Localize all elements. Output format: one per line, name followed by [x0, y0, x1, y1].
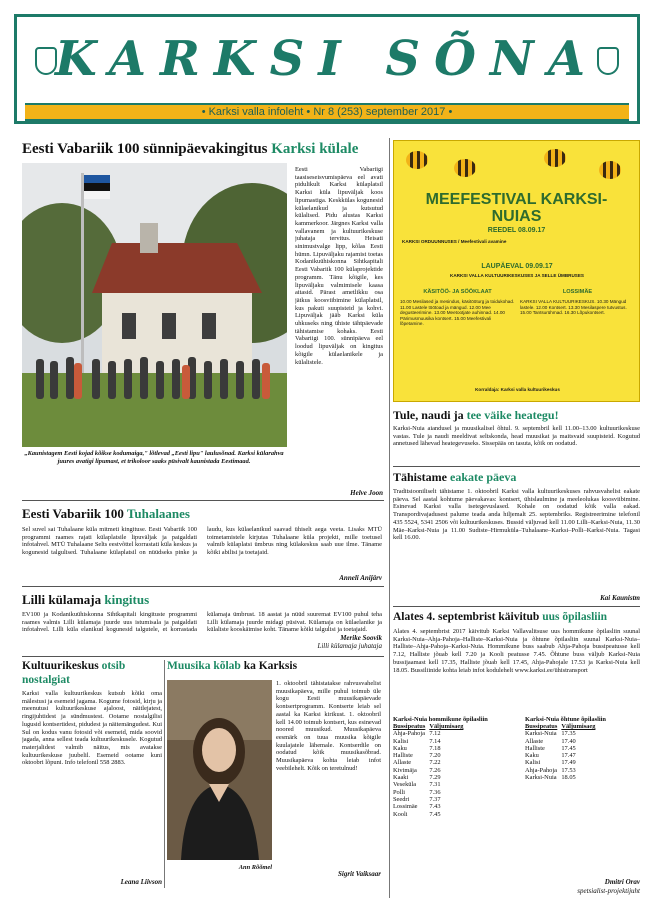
a5-body: 1. oktoobril tähistatakse rahvusvahelist muusikapäeva, mille puhul toimub üle kogu Eesti muusikapäevade kontsertprogramm. Kontserte leiab sel aastal ka Karksi kirikust. 1. oktoobril kell 14.00 toimub kontsert, kus esinevad noored muusikud. Muusikapäeva eesmärk on tuua muusika kõigile kuulajatele lähemale. Kontserdile on oodatud kõik muusikasõbrad. Muusikapäeva kohta leiab infot veebilehelt. Kõik on teretulnud!: [276, 680, 381, 772]
a6-headline-text: Tule, naudi ja: [393, 408, 464, 422]
a5-signature: Sigrit Vaiksaar: [338, 870, 381, 878]
stop-name: Karksi-Nuia: [525, 774, 557, 782]
departure-time: 17.45: [561, 744, 576, 752]
photo-flag-ceremony: [22, 163, 287, 447]
morning-table: [393, 723, 467, 818]
bee-icon: [454, 159, 476, 177]
table-row: [393, 752, 467, 759]
poster-right-body: KARKSI VALLA KULTUURIKESKUS. 10.30 Mängud lastele. 12.00 Kontsert. 13.30 Mesilaspere tutvustus. 15.00 Tantsurühmad. 16.30 Lõpukontsert.: [520, 299, 627, 316]
section-rule: [393, 466, 640, 467]
a4-headline-text: Kultuurikeskus: [22, 660, 99, 672]
table-row: [393, 789, 467, 796]
departure-time: 7.26: [429, 766, 441, 774]
a8-headline: [393, 610, 640, 624]
issue-band: • Karksi valla infoleht • Nr 8 (253) september 2017 •: [25, 103, 629, 121]
departure-time: 7.18: [429, 744, 441, 752]
stop-name: Ahja-Pahoja: [393, 730, 425, 738]
column-divider: [164, 660, 165, 888]
a8-headline-accent: uus õpilasliin: [542, 611, 608, 623]
poster-day2-title: LAUPÄEVAL 09.09.17: [481, 263, 553, 270]
table-row: [393, 803, 467, 810]
evening-title: Karksi-Nuia õhtune õpilasliin: [525, 716, 606, 723]
poster-left-head: KÄSITÖÖ- JA SÖÖKLAAT: [423, 289, 492, 295]
departure-time: 7.43: [429, 803, 441, 811]
a3-headline: [22, 592, 382, 608]
a5-headline-text: Muusika kõlab: [167, 660, 241, 672]
morning-title: Karksi-Nuia hommikune õpilasliin: [393, 716, 488, 723]
a3-headline-text: Lilli külamaja: [22, 592, 102, 607]
table-row: [393, 730, 467, 737]
a4-body: Karksi valla kultuurikeskus kutsub kõiki oma mälestusi ja esemeid jagama. Kogume fotosid, kirju ja meenutusi kultuurikeskuse ajaloost, näitlejatest, ringijuhtidest ja sündmustest. Ootame nostalgilisi lugusid kontsertidest, pidudest ja näitemängudest. Kui Sul on kodus vanu fotosid või esemeid, mida soovid jagada, anna sellest teada kultuurikeskusele. Kogutud materjalidest valmib näitus, mis avatakse kultuurikeskuse juubelil. Esemeid ootame kuni oktoobri lõpuni. Info telefonil 558 2883.: [22, 690, 162, 767]
departure-time: 17.53: [561, 766, 576, 774]
a6-headline-accent: tee väike heategu!: [466, 408, 559, 422]
a4-signature: Leana Liivson: [120, 878, 162, 886]
a7-headline-text: Tähistame: [393, 470, 447, 484]
a1-body: Eesti Vabariigi taasiseseisvumispäeva eel avati pidulikult Karksi külaplatsil Karksi küla lipuväljak koos lipumastiga. Keskkülas kogunesid külaelanikud ja kutsutud külalised. Pidu alustas Karksi kammerkoor. Järgnes Karksi valla vallavanem ja kultuurikeskuse juhataja tervitus. Heisati sinimustvalge lipp, kõlas Eesti hümn. Lipuväljaku rajamist toetas Kodanikuühiskonna Sihtkapitali Eesti Vabariik 100 külaprojektide programm. Tänu kõigile, kes lipuväljaku valmimisele kaasa aitasid. Pärast ametlikku osa jätkus koosviibimine külaplatsil, kus pakuti suupisteid ja kohvi. Lipuväljak jääb Karksi küla uhkuseks ning ühiste tähtpäevade tähistamise kohaks. Eesti Vabariigi 100. sünnipäeva eel loodud lipuväljak on kingitus kõigile külaelanikele ja külalistele.: [295, 166, 383, 366]
stop-name: Halliste: [525, 744, 545, 752]
stop-name: Lossimäe: [393, 803, 418, 811]
poster-date: REEDEL 08.09.17: [487, 227, 546, 234]
stop-name: Kaku: [525, 752, 539, 760]
stop-name: Allaste: [525, 737, 544, 745]
poster-day2-sub: KARKSI VALLA KULTUURIKESKUSES JA SELLE ÜMBRUSES: [450, 273, 584, 278]
departure-time: 17.40: [561, 737, 576, 745]
a3-headline-accent: kingitus: [104, 592, 150, 607]
departure-time: 7.31: [429, 781, 441, 789]
a5-caption: Ann Rõõmel: [238, 864, 272, 871]
table-row: [393, 811, 467, 818]
departure-time: 7.14: [429, 737, 441, 745]
a6-body: Karksi-Nuia aiandusel ja muusikalisel õhtul. 9. septembril kell 11.00–13.00 kultuurikeskuse vastas. Tule ja naudi meeldivat seltskonda, head muusikat ja maitsvaid suupisteid. Kogutud annetused lähevad heategevuseks. Sissepääs on tasuta, kõik on oodatud.: [393, 425, 640, 448]
table-row: [525, 738, 599, 745]
a5-headline: [167, 660, 307, 674]
table-row: [393, 767, 467, 774]
a7-headline: [393, 470, 640, 484]
section-rule: [22, 586, 384, 587]
col-time: Väljumisaeg: [429, 723, 464, 730]
table-row: [525, 730, 599, 737]
a1-signature: Helve Joon: [350, 489, 383, 497]
stop-name: Seedri: [393, 795, 410, 803]
col-time: Väljumisaeg: [561, 723, 596, 730]
a3-signature: Merike Soovik: [340, 634, 382, 642]
departure-time: 7.22: [429, 759, 441, 767]
poster-title: MEEFESTIVAL KARKSI-NUIAS: [425, 191, 608, 225]
col-stop: Bussipeatus: [525, 723, 558, 730]
a2-headline-accent: Tuhalaanes: [126, 506, 190, 521]
departure-time: 7.12: [429, 730, 441, 738]
a2-headline-text: Eesti Vabariik 100: [22, 506, 124, 521]
a1-headline: [22, 140, 382, 158]
departure-time: 17.49: [561, 759, 576, 767]
table-row: [525, 752, 599, 759]
stop-name: Ahja-Pahoja: [525, 766, 557, 774]
departure-time: 7.36: [429, 788, 441, 796]
bee-icon: [406, 151, 428, 169]
a3-signature-sub: Lilli külamaja juhataja: [317, 642, 382, 650]
stop-name: Kalisi: [525, 759, 541, 767]
masthead: [14, 14, 640, 124]
poster-footer: Korraldaja: Karksi valla kultuurikeskus: [475, 387, 560, 392]
poster-day1: KARKSI ORDUUNNUSES / Meefestivali avamine: [402, 239, 507, 244]
table-row: [393, 774, 467, 781]
stop-name: Allaste: [393, 759, 412, 767]
evening-table: [525, 723, 599, 781]
section-rule: [393, 606, 640, 607]
stop-name: Halliste: [393, 752, 413, 760]
section-rule: [22, 500, 384, 501]
col-stop: Bussipeatus: [393, 723, 426, 730]
table-row: [525, 767, 599, 774]
a7-signature: Kai Kaunistm: [600, 594, 640, 602]
poster-right-head: LOSSIMÄE: [562, 289, 593, 295]
table-row: [393, 759, 467, 766]
a6-headline: [393, 408, 640, 422]
table-row: [393, 781, 467, 788]
stop-name: Kivimäja: [393, 766, 417, 774]
portrait-image: [167, 680, 272, 860]
a8-body: Alates 4. septembrist 2017 käivitub Karksi Vallavalitsuse uus hommikune õpilasliin suunal Karksi-Nuia–Ahja-Pahoja–Halliste–Karksi-Nuia ja õhtune õpilasliin suunal Karksi-Nuia–Halliste–Ahja-Pahoja–Karksi-Nuia. Hommikune buss saabub Ahja-Pahoja bussipeatusse kell 7.12, Halliste jõuab kell 7.20 ja Kooli peatusse 7.45. Õhtune buss väljub Karksi-Nuia bussijaamast kell 17.35, Halliste jõuab kell 17.45, Ahja-Pahojale 17.53 ja Karksi-Nuia kell 18.05. Bussiliinide kohta leiab infot kodulehelt www.karksi.ee/ühistransport: [393, 628, 640, 674]
a8-signature-sub: spetsialist-projektijuht: [577, 887, 640, 895]
departure-time: 7.45: [429, 810, 441, 818]
stop-name: Kalisi: [393, 737, 409, 745]
table-row: [393, 745, 467, 752]
a2-body: Sel suvel sai Tuhalaane küla mitmeti kingituse. Eesti Vabariik 100 programmi raames rajati külaplatsile lipuväljak ja paigaldati infotahvel. MTÜ Tuhalaane Selts eestvõttel korrastati küla keskus ja kogunesid talgulised. Tuhalaane külaplatsil on nüüdseks pinke ja laudu, kus külaelanikud saavad ühiselt aega veeta. Lisaks MTÜ toimetamistele kirjutas Tuhalaane küla projekti, mille toetusel valmib külaplatsi ümbrus ning külakeskus saab uue ilme. Täname kõiki abilisi ja toetajaid.: [22, 526, 382, 557]
a5-headline-accent: ka Karksis: [243, 660, 298, 672]
stop-name: Kaaki: [393, 774, 409, 782]
stop-name: Veseküla: [393, 781, 417, 789]
table-row: [393, 738, 467, 745]
bee-icon: [544, 149, 566, 167]
table-row: [525, 759, 599, 766]
photo-flag-ceremony-image: [22, 163, 287, 447]
morning-schedule: [393, 716, 513, 818]
a4-headline-accent: otsib nostalgiat: [22, 660, 126, 686]
departure-time: 7.29: [429, 774, 441, 782]
departure-time: 18.05: [561, 774, 576, 782]
a1-headline-accent: Karksi külale: [271, 141, 359, 157]
stop-name: Karksi-Nuia: [525, 730, 557, 738]
departure-time: 17.47: [561, 752, 576, 760]
meefestival-poster: [393, 140, 640, 402]
a7-headline-accent: eakate päeva: [450, 470, 517, 484]
table-row: [525, 745, 599, 752]
stop-name: Kooli: [393, 810, 408, 818]
poster-left-body: 10.00 Mesilased ja mesindus, käsitööturg ja toidukohad. 11.00 Lastele töötoad ja mängud. 12.00 Mee degusteerimine. 13.00 Meetootjate auhinnad. 14.00 Pärimusmuusika kontsert. 15.00 Meefestivali lõpetamine.: [400, 299, 515, 327]
a8-headline-text: Alates 4. septembrist käivitub: [393, 611, 540, 623]
a4-headline: [22, 660, 162, 687]
bee-icon: [599, 161, 621, 179]
a1-caption: „Kaunistagem Eesti kojad kõikse kodumaiga," lõtlevad „Eesti lipu" laulusõnad. Karksi külarahva juures avatigi lipumast, et trikoloor saaks püsivalt kaunistada Eestimaad.: [24, 450, 284, 465]
stop-name: Kaku: [393, 744, 407, 752]
a1-headline-text: Eesti Vabariik 100 sünnipäevakingitus: [22, 141, 268, 157]
evening-schedule: [525, 716, 640, 781]
photo-ann-roomel: [167, 680, 272, 860]
a2-signature: Anneli Anijärv: [339, 574, 382, 582]
section-rule: [22, 656, 384, 657]
a7-body: Traditsiooniliselt tähistame 1. oktoobril Karksi valla kultuurikeskuses rahvusvahelist eakate päeva. Sel aastal kohtume päevakavas: kontsert, ühislaulmine ja meeleolukas koosviibimine. Esinevad Karksi valla isetegevuslased. Kohale on oodatud kõik valla eakad. Transpordivajadusest palume teada anda hiljemalt 25. septembriks. Registreerimine telefonil 435 5524, 5341 2506 või kultuurikeskuses. Bussid väljuvad kell 11.00 Lilli–Karksi-Nuia, 11.30 Mäe–Karksi-Nuia ja 11.00 Sudiste–Hirmuküla–Tuhalaane–Karksi–Polli–Karksi-Nuia. Tagasi kell 16.00.: [393, 488, 640, 542]
newspaper-title: KARKSI SÕNA: [54, 31, 600, 87]
departure-time: 17.35: [561, 730, 576, 738]
a3-body: EV100 ja Kodanikuühiskonna Sihtkapitali kingituste programmi raames valmis Lilli külamaja juurde uus istumisala ja paigaldati infotahvel. Lilli küla elanikud kogunesid talgutele, et korrastada külamaja ümbrust. 18 aastat ja nüüd suuremat EV100 puhul teha Lilli külamaja juurde midagi püsivat. Külamaja on külaelanike ja külaliste kooskäimise koht. Täname kõiki talgulisi ja toetajaid.: [22, 611, 382, 634]
a8-signature: Dmitri Orav: [604, 878, 640, 886]
table-row: [393, 796, 467, 803]
table-row: [525, 774, 599, 781]
a2-headline: [22, 506, 382, 522]
stop-name: Polli: [393, 788, 406, 796]
departure-time: 7.20: [429, 752, 441, 760]
departure-time: 7.37: [429, 795, 441, 803]
column-divider: [389, 138, 390, 898]
